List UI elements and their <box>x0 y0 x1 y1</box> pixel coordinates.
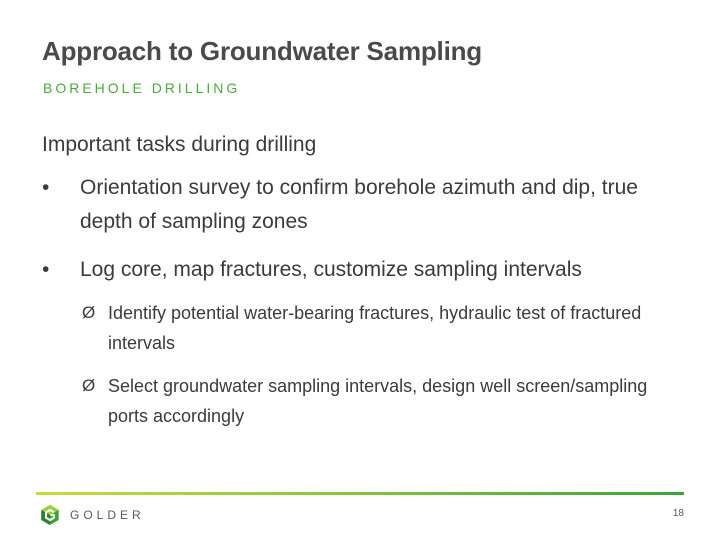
footer-divider <box>36 492 684 495</box>
bullet-marker: • <box>42 258 50 281</box>
bullet-marker: • <box>42 176 50 199</box>
sub-bullet-text: Identify potential water-bearing fractures, hydraulic test of fractured intervals <box>108 303 642 353</box>
bullet-text: Log core, map fractures, customize sampling intervals <box>80 258 582 281</box>
company-logo <box>40 505 145 525</box>
golder-g-logo-icon <box>40 505 60 525</box>
slide-subtitle: BOREHOLE DRILLING <box>43 80 241 96</box>
intro-text: Important tasks during drilling <box>42 133 317 156</box>
sub-bullet-text: Select groundwater sampling intervals, design well screen/sampling ports accordingly <box>108 376 648 426</box>
bullet-text: Orientation survey to confirm borehole azimuth and dip, true depth of sampling zones <box>80 176 638 233</box>
arrow-bullet-icon: Ø <box>82 376 96 395</box>
logo-wordmark: GOLDER <box>70 508 145 522</box>
arrow-bullet-icon: Ø <box>82 303 96 322</box>
page-number: 18 <box>672 508 684 519</box>
slide-title: Approach to Groundwater Sampling <box>42 36 482 66</box>
